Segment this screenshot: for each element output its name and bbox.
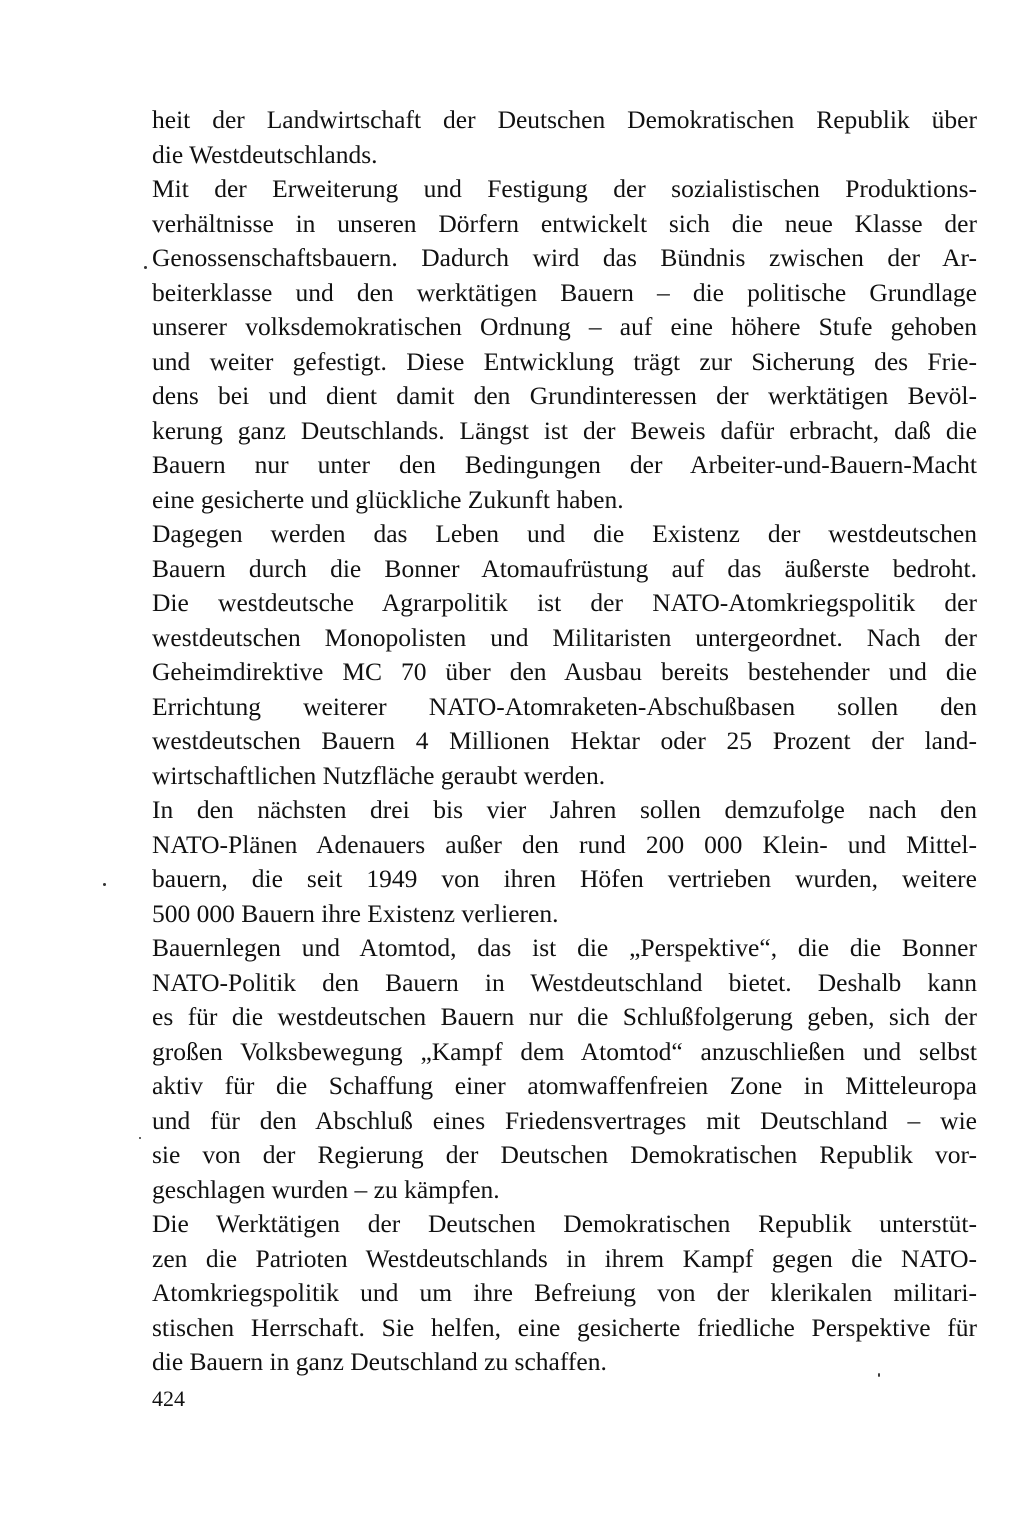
text-line: wirtschaftlichen Nutzfläche geraubt werden.: [152, 760, 606, 790]
text-line: die Westdeutschlands.: [152, 139, 378, 169]
text-line: eine gesicherte und glückliche Zukunft haben.: [152, 484, 624, 514]
text-line: beiterklasse und den werktätigen Bauern – die politische Grundlage: [152, 277, 977, 307]
text-line: Die westdeutsche Agrarpolitik ist der NATO-Atomkriegspolitik der: [152, 588, 977, 617]
text-line: NATO-Plänen Adenauers außer den rund 200 000 Klein- und Mittel-: [152, 829, 977, 859]
paragraph: [152, 103, 977, 172]
text-line: Die Werktätigen der Deutschen Demokratischen Republik unterstüt-: [152, 1209, 977, 1238]
text-line: die Bauern in ganz Deutschland zu schaffen.: [152, 1347, 607, 1376]
text-line: verhältnisse in unseren Dörfern entwickelt sich die neue Klasse der: [152, 208, 977, 238]
text-line: Genossenschaftsbauern. Dadurch wird das Bündnis zwischen der Ar-: [152, 243, 977, 272]
text-line: heit der Landwirtschaft der Deutschen Demokratischen Republik über: [152, 105, 977, 134]
scan-speck: [144, 266, 147, 269]
text-line: es für die westdeutschen Bauern nur die Schlußfolgerung geben, sich der: [152, 1002, 977, 1031]
scan-speck: [878, 1373, 880, 1377]
text-line: großen Volksbewegung „Kampf dem Atomtod“ anzuschließen und selbst: [152, 1036, 977, 1066]
text-line: westdeutschen Monopolisten und Militaristen untergeordnet. Nach der: [152, 622, 977, 652]
text-line: und für den Abschluß eines Friedensvertrages mit Deutschland – wie: [152, 1105, 977, 1135]
text-line: und weiter gefestigt. Diese Entwicklung trägt zur Sicherung des Frie-: [152, 346, 977, 376]
text-line: Bauernlegen und Atomtod, das ist die „Perspektive“, die die Bonner: [152, 933, 977, 962]
paragraph: [152, 931, 977, 1207]
text-line: In den nächsten drei bis vier Jahren sollen demzufolge nach den: [152, 795, 977, 824]
paragraph: [152, 172, 977, 517]
text-line: 500 000 Bauern ihre Existenz verlieren.: [152, 898, 559, 928]
text-line: westdeutschen Bauern 4 Millionen Hektar oder 25 Prozent der land-: [152, 726, 977, 755]
scan-speck: [139, 1137, 141, 1139]
paragraph: [152, 793, 977, 931]
text-line: stischen Herrschaft. Sie helfen, eine gesicherte friedliche Perspektive für: [152, 1312, 977, 1342]
text-line: bauern, die seit 1949 von ihren Höfen vertrieben wurden, weitere: [152, 864, 977, 893]
text-line: kerung ganz Deutschlands. Längst ist der Beweis dafür erbracht, daß die: [152, 415, 977, 445]
text-line: aktiv für die Schaffung einer atomwaffenfreien Zone in Mitteleuropa: [152, 1071, 977, 1100]
paragraph: [152, 517, 977, 793]
text-line: Mit der Erweiterung und Festigung der sozialistischen Produktions-: [152, 174, 977, 203]
text-line: Bauern durch die Bonner Atomaufrüstung auf das äußerste bedroht.: [152, 553, 977, 583]
text-line: geschlagen wurden – zu kämpfen.: [152, 1174, 500, 1204]
text-line: Dagegen werden das Leben und die Existenz der westdeutschen: [152, 519, 977, 548]
page-number: 424: [152, 1386, 185, 1411]
text-line: NATO-Politik den Bauern in Westdeutschland bietet. Deshalb kann: [152, 967, 977, 997]
paragraph: [152, 1207, 977, 1380]
text-line: unserer volksdemokratischen Ordnung – auf eine höhere Stufe gehoben: [152, 312, 977, 341]
text-line: zen die Patrioten Westdeutschlands in ihrem Kampf gegen die NATO-: [152, 1243, 977, 1273]
scan-speck: [103, 883, 106, 886]
text-line: Geheimdirektive MC 70 über den Ausbau bereits bestehender und die: [152, 657, 977, 686]
text-line: Atomkriegspolitik und um ihre Befreiung von der klerikalen militari-: [152, 1278, 977, 1307]
text-line: dens bei und dient damit den Grundinteressen der werktätigen Bevöl-: [152, 381, 977, 410]
text-line: sie von der Regierung der Deutschen Demokratischen Republik vor-: [152, 1140, 977, 1169]
text-line: Errichtung weiterer NATO-Atomraketen-Abschußbasen sollen den: [152, 691, 977, 721]
body-text: [152, 103, 977, 1380]
text-line: Bauern nur unter den Bedingungen der Arbeiter-und-Bauern-Macht: [152, 450, 977, 479]
